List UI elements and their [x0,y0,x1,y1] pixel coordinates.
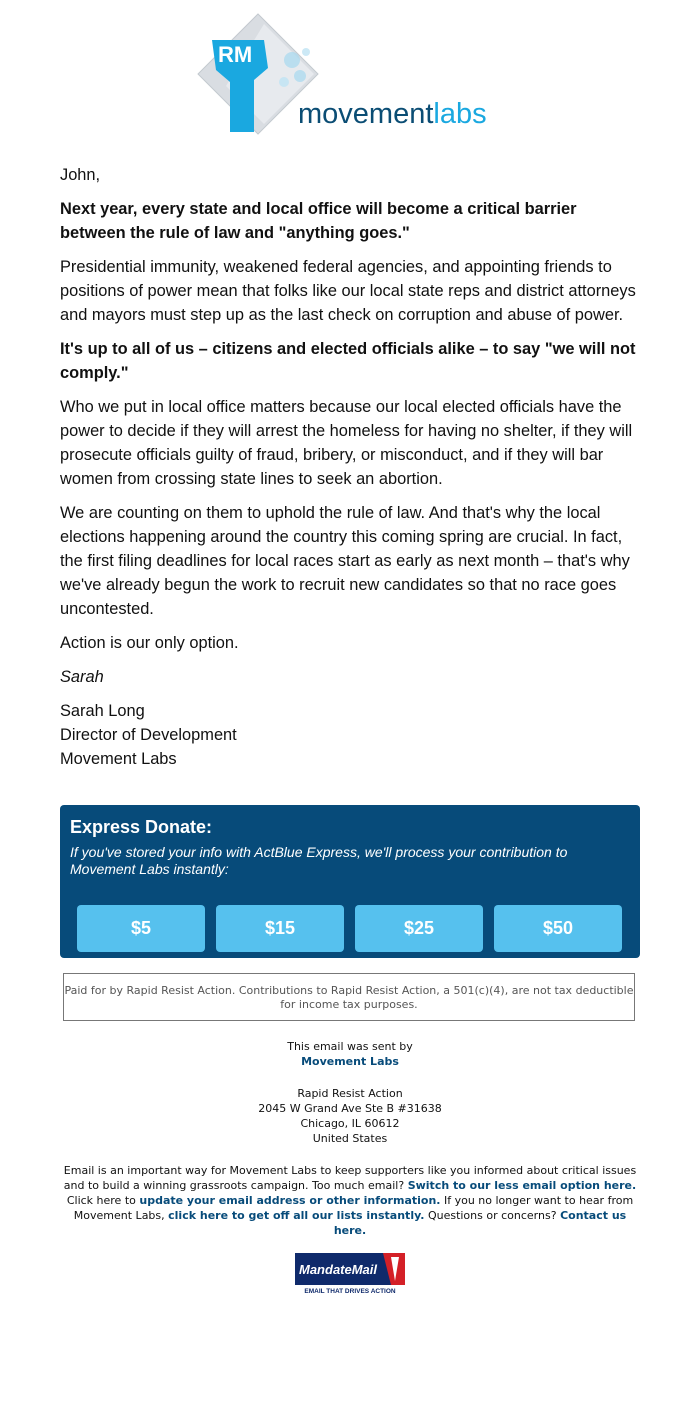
notice-text-1: Email is an important way for Movement Labs to keep supporters like you informed about critical issues and to build a winning grassroots campaign. Too much email? [63,1164,637,1192]
donate-50-button[interactable]: $50 [494,905,622,952]
signer-title: Director of Development [60,726,237,744]
contact-us-link[interactable]: Contact us here. [333,1209,627,1237]
paragraph-4: Who we put in local office matters because our local elected officials have the power to decide if they will arrest the homeless for having no shelter, if they will prosecute officials guilty of fraud, bribery, or misconduct, and if they will bar women from crossing state lines to seek an abortion. [60,398,633,488]
signature: Sarah [60,668,104,686]
sender-info [60,1039,640,1069]
paragraph-1: Next year, every state and local office will become a critical barrier between the rule of law and "anything goes." [60,200,577,242]
notice-text-2: Click here to [66,1194,136,1207]
paragraph-2: Presidential immunity, weakened federal agencies, and appointing friends to positions of power mean that folks like our local state reps and district attorneys and mayors must step up as the last check on corruption and abuse of power. [60,258,636,324]
sent-by-text: This email was sent by [287,1040,413,1053]
donate-5-button[interactable]: $5 [77,905,205,952]
express-donate-title: Express Donate: [70,817,213,837]
sender-link[interactable]: Movement Labs [301,1055,399,1068]
paragraph-6: Action is our only option. [60,634,239,652]
address-country: United States [312,1132,388,1145]
mandatemail-logo[interactable] [295,1253,405,1295]
paid-for-disclaimer: Paid for by Rapid Resist Action. Contributions to Rapid Resist Action, a 501(c)(4), are not tax deductible for income tax purposes. [63,973,635,1021]
less-email-link[interactable]: Switch to our less email option here. [407,1179,637,1192]
signer-name: Sarah Long [60,702,145,720]
mailing-address [60,1086,640,1146]
logo-graphic [196,10,506,140]
address-line2: Chicago, IL 60612 [300,1117,400,1130]
svg-text:MandateMail: MandateMail [299,1262,378,1277]
unsubscribe-link[interactable]: click here to get off all our lists instantly. [168,1209,425,1222]
greeting: John, [60,166,101,184]
donate-25-button[interactable]: $25 [355,905,483,952]
notice-text-4: Questions or concerns? [427,1209,557,1222]
address-org: Rapid Resist Action [297,1087,403,1100]
movement-labs-logo [196,10,506,140]
signer-org: Movement Labs [60,750,177,768]
svg-text:EMAIL THAT DRIVES ACTION: EMAIL THAT DRIVES ACTION [304,1288,396,1295]
update-info-link[interactable]: update your email address or other information. [139,1194,441,1207]
svg-text:RM: RM [218,42,253,67]
mandatemail-graphic [295,1253,405,1295]
notice-text-3: If you no longer want to hear from Movement Labs, [73,1194,634,1222]
logo-wordmark: movementlabs [298,98,487,130]
donate-15-button[interactable]: $15 [216,905,344,952]
email-body [60,163,642,781]
paragraph-3: It's up to all of us – citizens and elected officials alike – to say "we will not comply." [60,340,636,382]
address-line1: 2045 W Grand Ave Ste B #31638 [258,1102,442,1115]
signature-block [60,699,642,771]
email-preferences-notice [62,1163,638,1238]
express-donate-box [60,805,640,958]
paragraph-5: We are counting on them to uphold the rule of law. And that's why the local elections happening around the country this coming spring are crucial. In fact, the first filing deadlines for local races start as early as next month – that's why we've already begun the work to recruit new candidates so that no race goes uncontested. [60,504,630,618]
express-donate-description: If you've stored your info with ActBlue Express, we'll process your contribution to Movement Labs instantly: [70,844,568,877]
